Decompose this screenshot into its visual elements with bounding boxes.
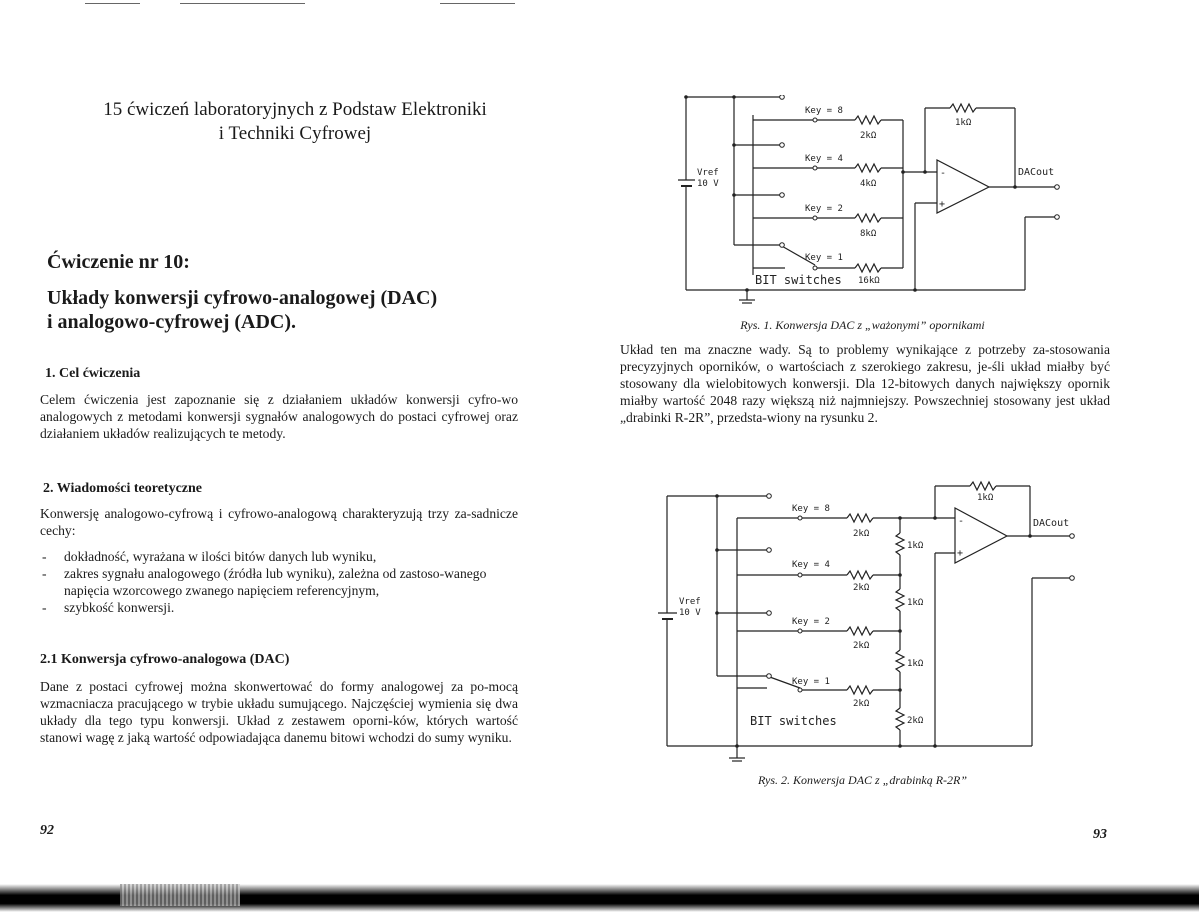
fig2-vref-label: Vref <box>679 597 701 607</box>
figure2-caption: Rys. 2. Konwersja DAC z „drabinką R-2R” <box>757 773 968 787</box>
section2-heading: 2. Wiadomości teoretyczne <box>43 481 203 496</box>
figure1-caption: Rys. 1. Konwersja DAC z „ważonymi” opornikami <box>740 318 985 332</box>
section21-text: Dane z postaci cyfrowej można skonwertować do formy analogowej za po-mocą wzmacniacza pracującego w trybie układu sumującego. Najczęściej wymienia się dwa układy dla tego typu konwersji. Układ z zestawem oporni-ków, których wartość stanowi wagę z jaką wartość odpowiadająca danemu bitowi wchodzi do sumy wyniku. <box>40 679 518 745</box>
fig2-vref-value: 10 V <box>679 608 701 618</box>
figure2-circuit <box>655 478 1085 768</box>
book-title <box>60 98 530 146</box>
fig1-key: Key = 4 <box>805 154 843 164</box>
fig2-key: Key = 2 <box>792 617 830 627</box>
fig1-resistor: 2kΩ <box>860 131 877 141</box>
fig1-resistor: 4kΩ <box>860 179 877 189</box>
fig1-opamp-minus: - <box>940 168 947 179</box>
fig1-feedback-resistor: 1kΩ <box>955 118 972 128</box>
fig2-series-resistor: 2kΩ <box>853 583 870 593</box>
fig2-output-label: DACout <box>1033 518 1070 529</box>
page-number-right: 93 <box>1093 827 1107 842</box>
section21-heading: 2.1 Konwersja cyfrowo-analogowa (DAC) <box>40 652 290 667</box>
scan-noise <box>120 884 240 906</box>
fig1-vref-value: 10 V <box>697 179 719 189</box>
exercise-title-line2: i analogowo-cyfrowej (ADC). <box>47 311 297 333</box>
fig1-resistor: 16kΩ <box>858 276 880 286</box>
fig2-key: Key = 1 <box>792 677 830 687</box>
fig1-resistor: 8kΩ <box>860 229 877 239</box>
fig2-series-resistor: 2kΩ <box>853 529 870 539</box>
fig2-ladder-resistor: 2kΩ <box>907 716 924 726</box>
fig1-output-label: DACout <box>1018 167 1055 178</box>
fig2-opamp-plus: + <box>957 548 964 559</box>
exercise-title-line1: Układy konwersji cyfrowo-analogowej (DAC) <box>47 287 438 309</box>
section1-text: Celem ćwiczenia jest zapoznanie się z działaniem układów konwersji cyfro-wo analogowych z metodami konwersji sygnałów analogowych do postaci cyfrowej oraz działaniem układów realizujących te metody. <box>40 392 518 441</box>
fig1-switches-label: BIT switches <box>755 273 842 287</box>
fig1-vref-label: Vref <box>697 168 719 178</box>
features-list <box>40 548 518 616</box>
section2-text: Konwersję analogowo-cyfrową i cyfrowo-analogową charakteryzują trzy za-sadnicze cechy: <box>40 506 518 538</box>
fig1-key: Key = 2 <box>805 204 843 214</box>
top-rule <box>440 3 515 4</box>
exercise-number: Ćwiczenie nr 10: <box>47 251 190 273</box>
right-paragraph: Układ ten ma znaczne wady. Są to problemy wynikające z potrzeby za-stosowania precyzyjnych oporników, o wartościach z szerokiego zakresu, je-śli układ miałby być stosowany dla wielobitowych konwersji. Dla 12-bitowych danych największy opornik miałby wartość 2048 razy większą niż najmniejszy. Powszechniej stosowany jest układ „drabinki R-2R”, przedsta-wiony na rysunku 2. <box>620 342 1110 425</box>
fig1-opamp-plus: + <box>939 199 946 210</box>
fig2-ladder-resistor: 1kΩ <box>907 598 924 608</box>
fig2-series-resistor: 2kΩ <box>853 641 870 651</box>
figure1-circuit <box>675 95 1095 310</box>
book-title-line1: 15 ćwiczeń laboratoryjnych z Podstaw Elektroniki <box>103 99 487 120</box>
section1-heading: 1. Cel ćwiczenia <box>45 366 141 381</box>
fig2-series-resistor: 2kΩ <box>853 699 870 709</box>
fig2-feedback-resistor: 1kΩ <box>977 493 994 503</box>
list-item: - zakres sygnału analogowego (źródła lub wyniku), zależna od zastoso-wanego napięcia wzorcowego zwanego napięciem referencyjnym, <box>40 565 518 599</box>
fig1-key: Key = 1 <box>805 253 843 263</box>
fig2-ladder-resistor: 1kΩ <box>907 659 924 669</box>
top-rule <box>180 3 305 4</box>
list-item: - szybkość konwersji. <box>40 599 518 616</box>
exercise-title <box>47 286 437 334</box>
fig2-opamp-minus: - <box>958 516 965 527</box>
fig2-ladder-resistor: 1kΩ <box>907 541 924 551</box>
fig2-key: Key = 4 <box>792 560 830 570</box>
book-title-line2: i Techniki Cyfrowej <box>218 123 372 144</box>
page-number-left: 92 <box>40 823 54 838</box>
fig2-switches-label: BIT switches <box>750 714 837 728</box>
top-rule <box>85 3 140 4</box>
fig1-key: Key = 8 <box>805 106 843 116</box>
list-item: - dokładność, wyrażana w ilości bitów danych lub wyniku, <box>40 548 518 565</box>
fig2-key: Key = 8 <box>792 504 830 514</box>
